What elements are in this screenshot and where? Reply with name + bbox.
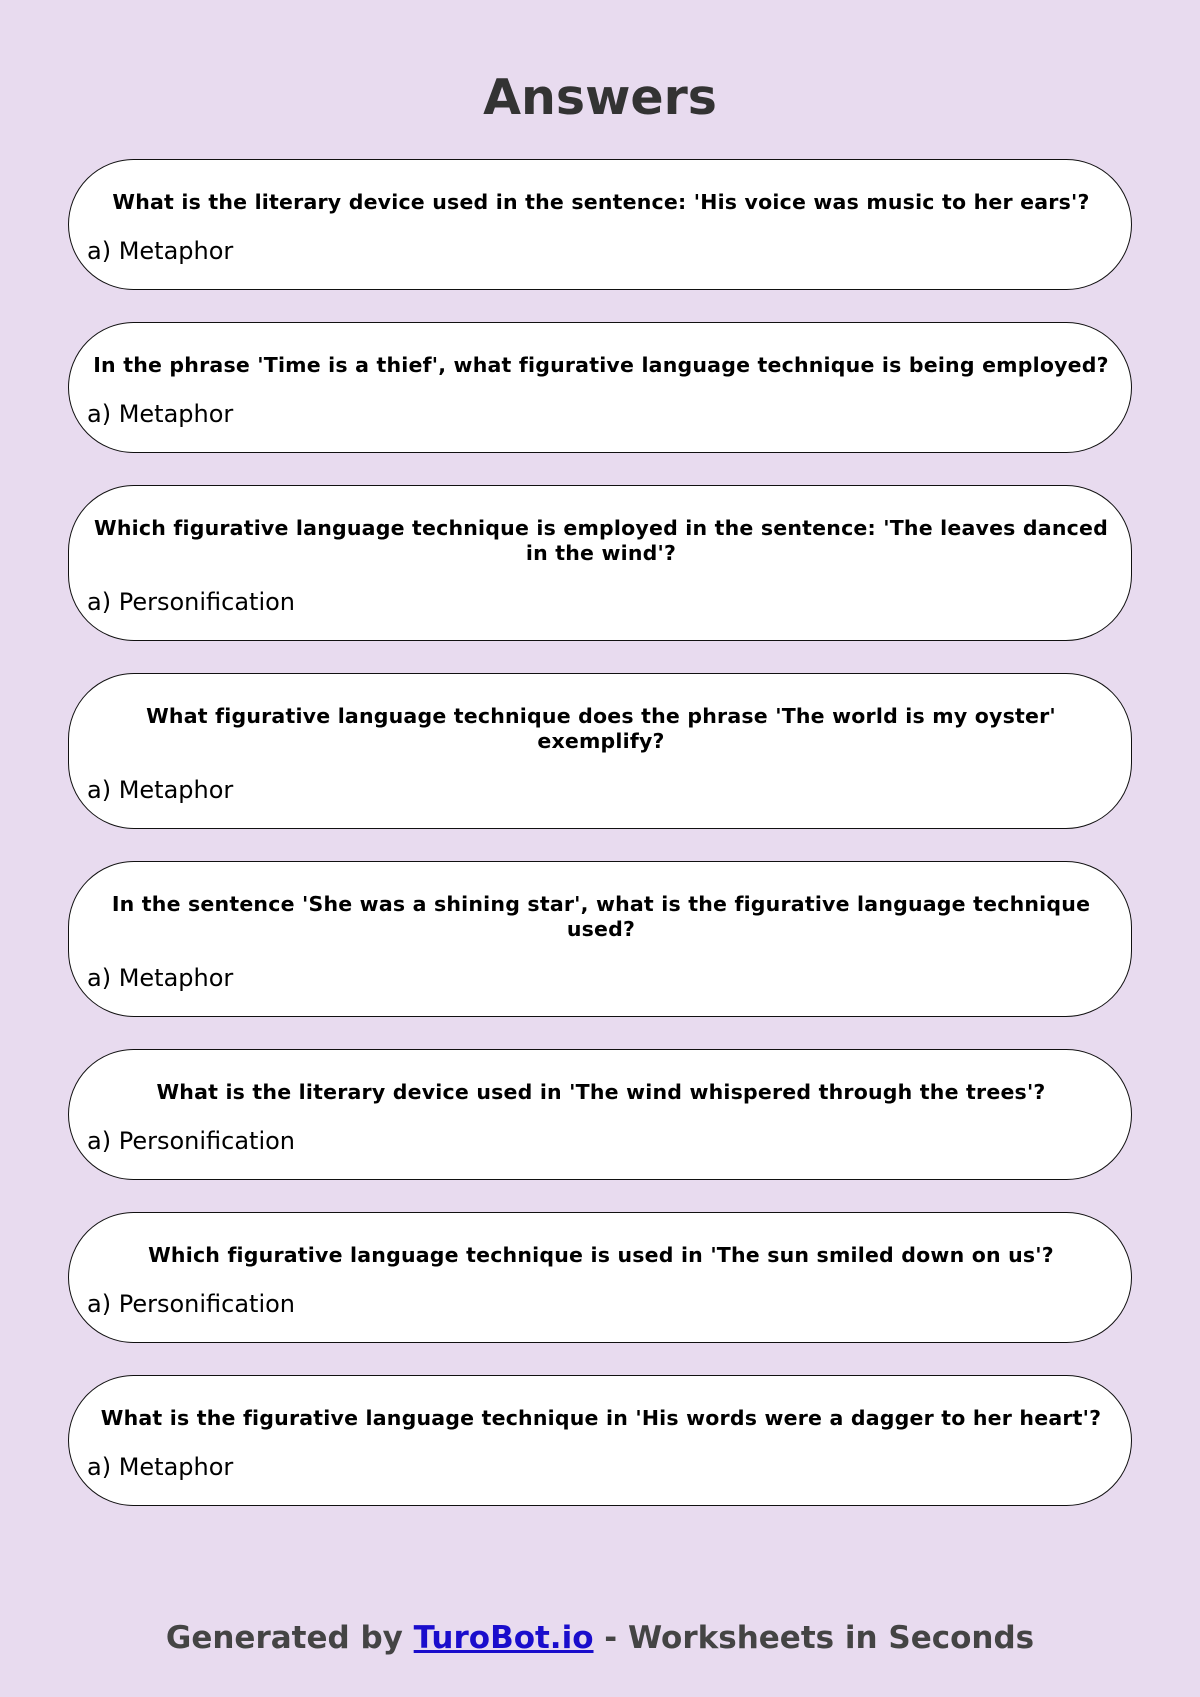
footer-suffix: - Worksheets in Seconds (593, 1620, 1035, 1656)
answer-text: a) Metaphor (87, 776, 234, 804)
question-text: What figurative language technique does the phrase 'The world is my oyster' exemplify? (146, 704, 1056, 753)
question-text: Which figurative language technique is used in 'The sun smiled down on us'? (148, 1243, 1054, 1267)
turobot-link[interactable]: TuroBot.io (413, 1620, 594, 1656)
footer-prefix: Generated by (165, 1620, 414, 1656)
answer-card (68, 1212, 1132, 1343)
question-text: In the sentence 'She was a shining star', what is the figurative language technique used? (111, 892, 1091, 941)
answer-card (68, 485, 1132, 641)
answer-text: a) Metaphor (87, 964, 234, 992)
answer-card (68, 322, 1132, 453)
answer-card (68, 673, 1132, 829)
answer-text: a) Personification (87, 1290, 296, 1318)
answer-text: a) Metaphor (87, 237, 234, 265)
answer-text: a) Personification (87, 1127, 296, 1155)
answer-text: a) Personification (87, 588, 296, 616)
answer-list (68, 159, 1132, 1538)
footer (0, 1618, 1200, 1658)
question-text: What is the literary device used in the sentence: 'His voice was music to her ears'? (112, 190, 1090, 214)
question-text: Which figurative language technique is employed in the sentence: 'The leaves danced in the wind'? (94, 516, 1108, 565)
answer-text: a) Metaphor (87, 1453, 234, 1481)
answer-text: a) Metaphor (87, 400, 234, 428)
answer-card (68, 1049, 1132, 1180)
answer-card (68, 861, 1132, 1017)
answer-card (68, 159, 1132, 290)
question-text: What is the literary device used in 'The wind whispered through the trees'? (156, 1080, 1046, 1104)
page-title: Answers (483, 69, 717, 126)
question-text: What is the figurative language technique in 'His words were a dagger to her heart'? (100, 1406, 1102, 1430)
question-text: In the phrase 'Time is a thief', what figurative language technique is being employed? (93, 353, 1109, 377)
answer-card (68, 1375, 1132, 1506)
